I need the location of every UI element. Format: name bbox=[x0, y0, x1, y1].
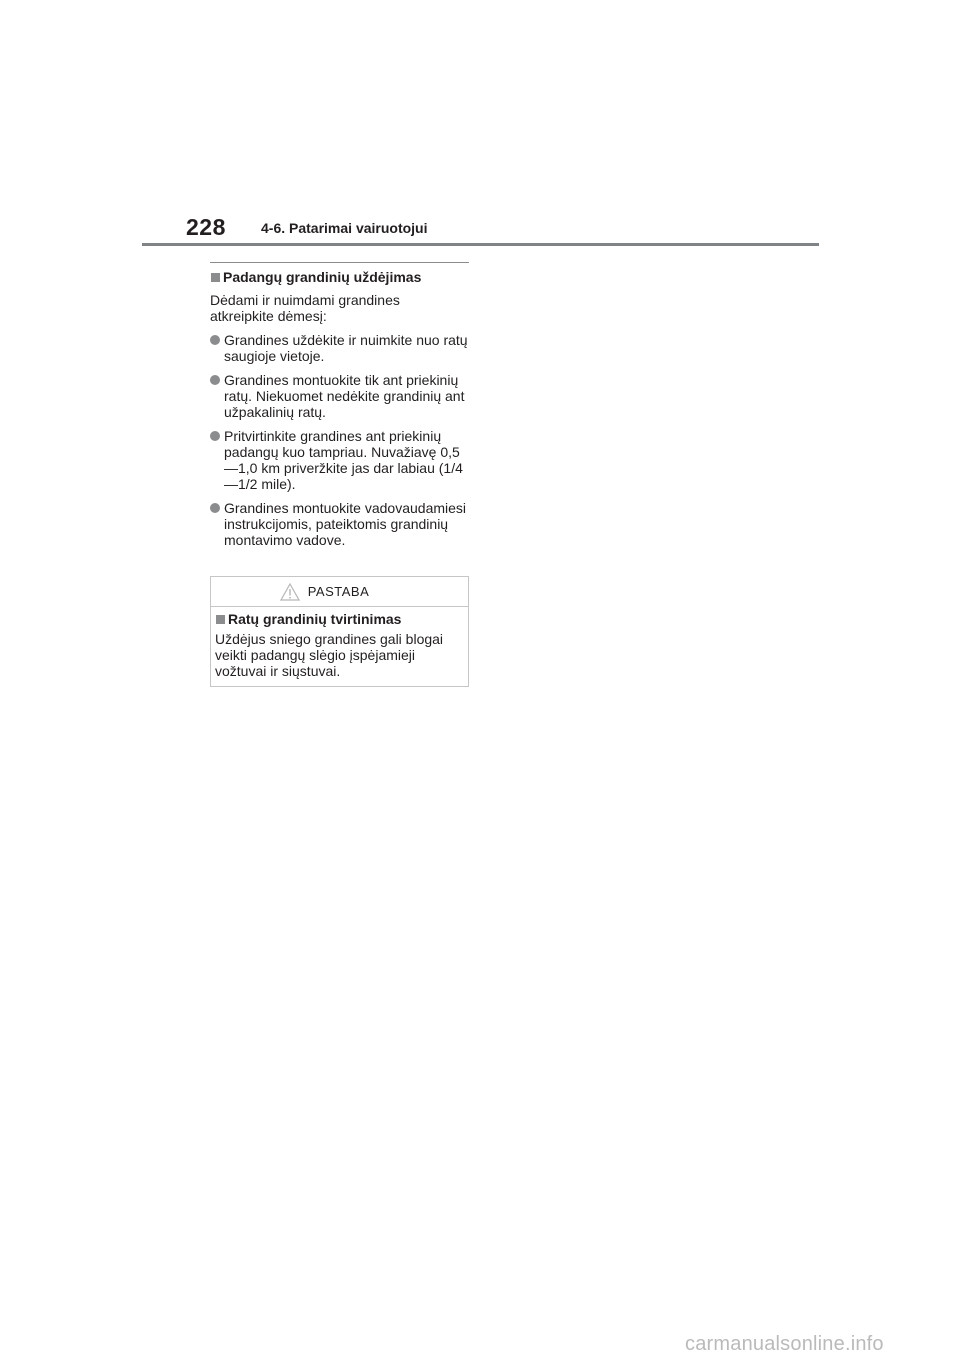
main-column bbox=[210, 262, 469, 556]
section-heading-text: Padangų grandinių uždėjimas bbox=[223, 269, 422, 285]
notice-label: PASTABA bbox=[307, 584, 370, 599]
list-item bbox=[210, 428, 469, 492]
notice-box bbox=[210, 576, 469, 687]
section-title: 4-6. Patarimai vairuotojui bbox=[261, 220, 428, 236]
list-item bbox=[210, 500, 469, 548]
watermark: carmanualsonline.info bbox=[685, 1333, 884, 1355]
header-divider bbox=[142, 243, 819, 246]
notice-heading bbox=[215, 611, 464, 628]
list-item-text: Grandines montuokite tik ant priekinių ratų. Niekuomet nedėkite grandinių ant užpakalinių ratų. bbox=[224, 372, 465, 420]
page-number: 228 bbox=[186, 214, 226, 240]
notice-header bbox=[211, 577, 468, 607]
list-item-text: Grandines montuokite vadovaudamiesi instrukcijomis, pateiktomis grandinių montavimo vadove. bbox=[224, 500, 467, 548]
circle-bullet-icon bbox=[210, 375, 220, 385]
list-item bbox=[210, 332, 469, 364]
notice-heading-text: Ratų grandinių tvirtinimas bbox=[228, 611, 402, 627]
circle-bullet-icon bbox=[210, 431, 220, 441]
intro-text: Dėdami ir nuimdami grandines atkreipkite dėmesį: bbox=[210, 292, 400, 324]
notice-body bbox=[211, 607, 468, 679]
list-item-text: Grandines uždėkite ir nuimkite nuo ratų saugioje vietoje. bbox=[224, 332, 468, 364]
list-item-text: Pritvirtinkite grandines ant priekinių padangų kuo tampriau. Nuvažiavę 0,5—1,0 km priveržkite jas dar labiau (1/4—1/2 mile). bbox=[224, 428, 463, 492]
notice-text: Uždėjus sniego grandines gali blogai veikti padangų slėgio įspėjamieji vožtuvai ir siųstuvai. bbox=[215, 631, 444, 679]
square-bullet-icon bbox=[211, 273, 220, 282]
square-bullet-icon bbox=[216, 615, 225, 624]
circle-bullet-icon bbox=[210, 335, 220, 345]
bullet-list bbox=[210, 332, 469, 548]
circle-bullet-icon bbox=[210, 503, 220, 513]
warning-triangle-icon bbox=[280, 583, 300, 601]
section-heading bbox=[210, 269, 469, 286]
heading-divider bbox=[210, 262, 469, 263]
list-item bbox=[210, 372, 469, 420]
